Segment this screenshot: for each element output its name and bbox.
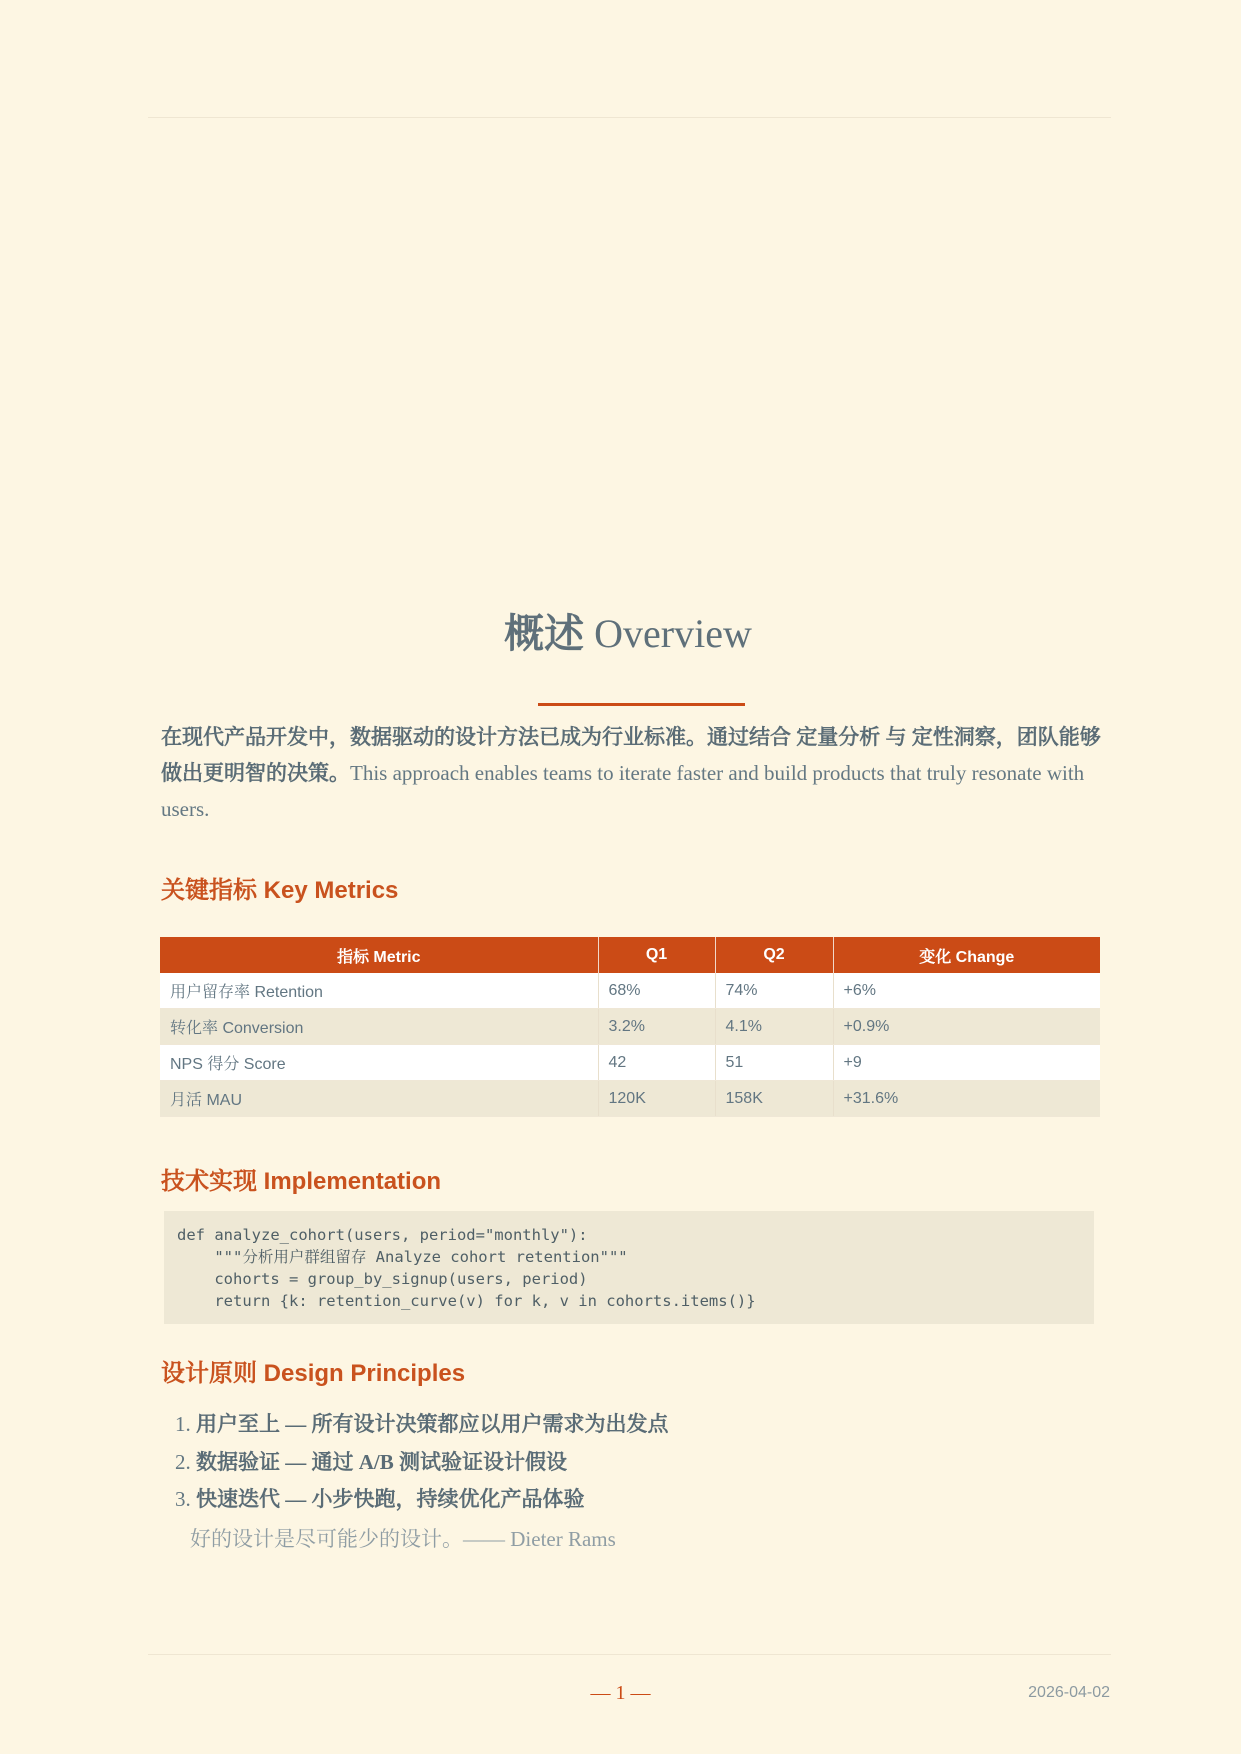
page-title-en: Overview xyxy=(594,611,752,656)
title-underline xyxy=(538,703,745,706)
column-header-q1: Q1 xyxy=(598,937,715,973)
cell-change: +9 xyxy=(833,1045,1100,1081)
cell-change: +6% xyxy=(833,973,1100,1009)
code-line: return {k: retention_curve(v) for k, v in cohorts.items()} xyxy=(177,1292,756,1310)
cell-metric: 转化率 Conversion xyxy=(160,1009,598,1045)
intro-bold-text: 在现代产品开发中，数据驱动的设计方法已成为行业标准。通过结合 定量分析 与 定性洞察，团队能够做出更明智的决策。 xyxy=(161,725,1101,785)
cell-q1: 3.2% xyxy=(598,1009,715,1045)
column-header-q2: Q2 xyxy=(715,937,833,973)
cell-metric: 用户留存率 Retention xyxy=(160,973,598,1009)
page-title xyxy=(0,608,1241,660)
principles-list xyxy=(172,1406,669,1519)
intro-paragraph xyxy=(161,719,1101,827)
column-header-metric: 指标 Metric xyxy=(160,937,598,973)
footer-date: 2026-04-02 xyxy=(1028,1684,1110,1701)
cell-q2: 74% xyxy=(715,973,833,1009)
implementation-heading: 技术实现 Implementation xyxy=(161,1168,442,1195)
cell-q2: 51 xyxy=(715,1045,833,1081)
cell-change: +31.6% xyxy=(833,1081,1100,1117)
quote: 好的设计是尽可能少的设计。—— Dieter Rams xyxy=(190,1527,616,1551)
table-header-row xyxy=(160,937,1100,973)
cell-q1: 42 xyxy=(598,1045,715,1081)
table-row xyxy=(160,1009,1100,1045)
page-number: — 1 — xyxy=(590,1682,651,1704)
code-block xyxy=(164,1211,1094,1324)
code-line: def analyze_cohort(users, period="monthly"): xyxy=(177,1226,588,1244)
cell-q1: 68% xyxy=(598,973,715,1009)
footer-rule xyxy=(148,1654,1111,1655)
principle-text: 用户至上 — 所有设计决策都应以用户需求为出发点 xyxy=(196,1412,669,1436)
table-row xyxy=(160,973,1100,1009)
cell-q1: 120K xyxy=(598,1081,715,1117)
code-line: cohorts = group_by_signup(users, period) xyxy=(177,1270,588,1288)
principles-heading: 设计原则 Design Principles xyxy=(161,1360,466,1387)
cell-change: +0.9% xyxy=(833,1009,1100,1045)
code-line: """分析用户群组留存 Analyze cohort retention""" xyxy=(177,1248,628,1266)
metrics-table xyxy=(160,937,1100,1117)
page-title-zh: 概述 xyxy=(504,611,585,656)
column-header-change: 变化 Change xyxy=(833,937,1100,973)
table-row xyxy=(160,1045,1100,1081)
table-row xyxy=(160,1081,1100,1117)
principle-text: 快速迭代 — 小步快跑，持续优化产品体验 xyxy=(196,1487,585,1511)
list-item xyxy=(196,1444,669,1482)
cell-metric: 月活 MAU xyxy=(160,1081,598,1117)
list-item xyxy=(196,1406,669,1444)
intro-plain-text: This approach enables teams to iterate faster and build products that truly resonate with users. xyxy=(161,761,1085,821)
principle-text: 数据验证 — 通过 A/B 测试验证设计假设 xyxy=(196,1449,568,1474)
cell-metric: NPS 得分 Score xyxy=(160,1045,598,1081)
cell-q2: 158K xyxy=(715,1081,833,1117)
header-rule xyxy=(148,117,1111,118)
cell-q2: 4.1% xyxy=(715,1009,833,1045)
metrics-heading: 关键指标 Key Metrics xyxy=(161,877,399,904)
list-item xyxy=(196,1481,669,1519)
